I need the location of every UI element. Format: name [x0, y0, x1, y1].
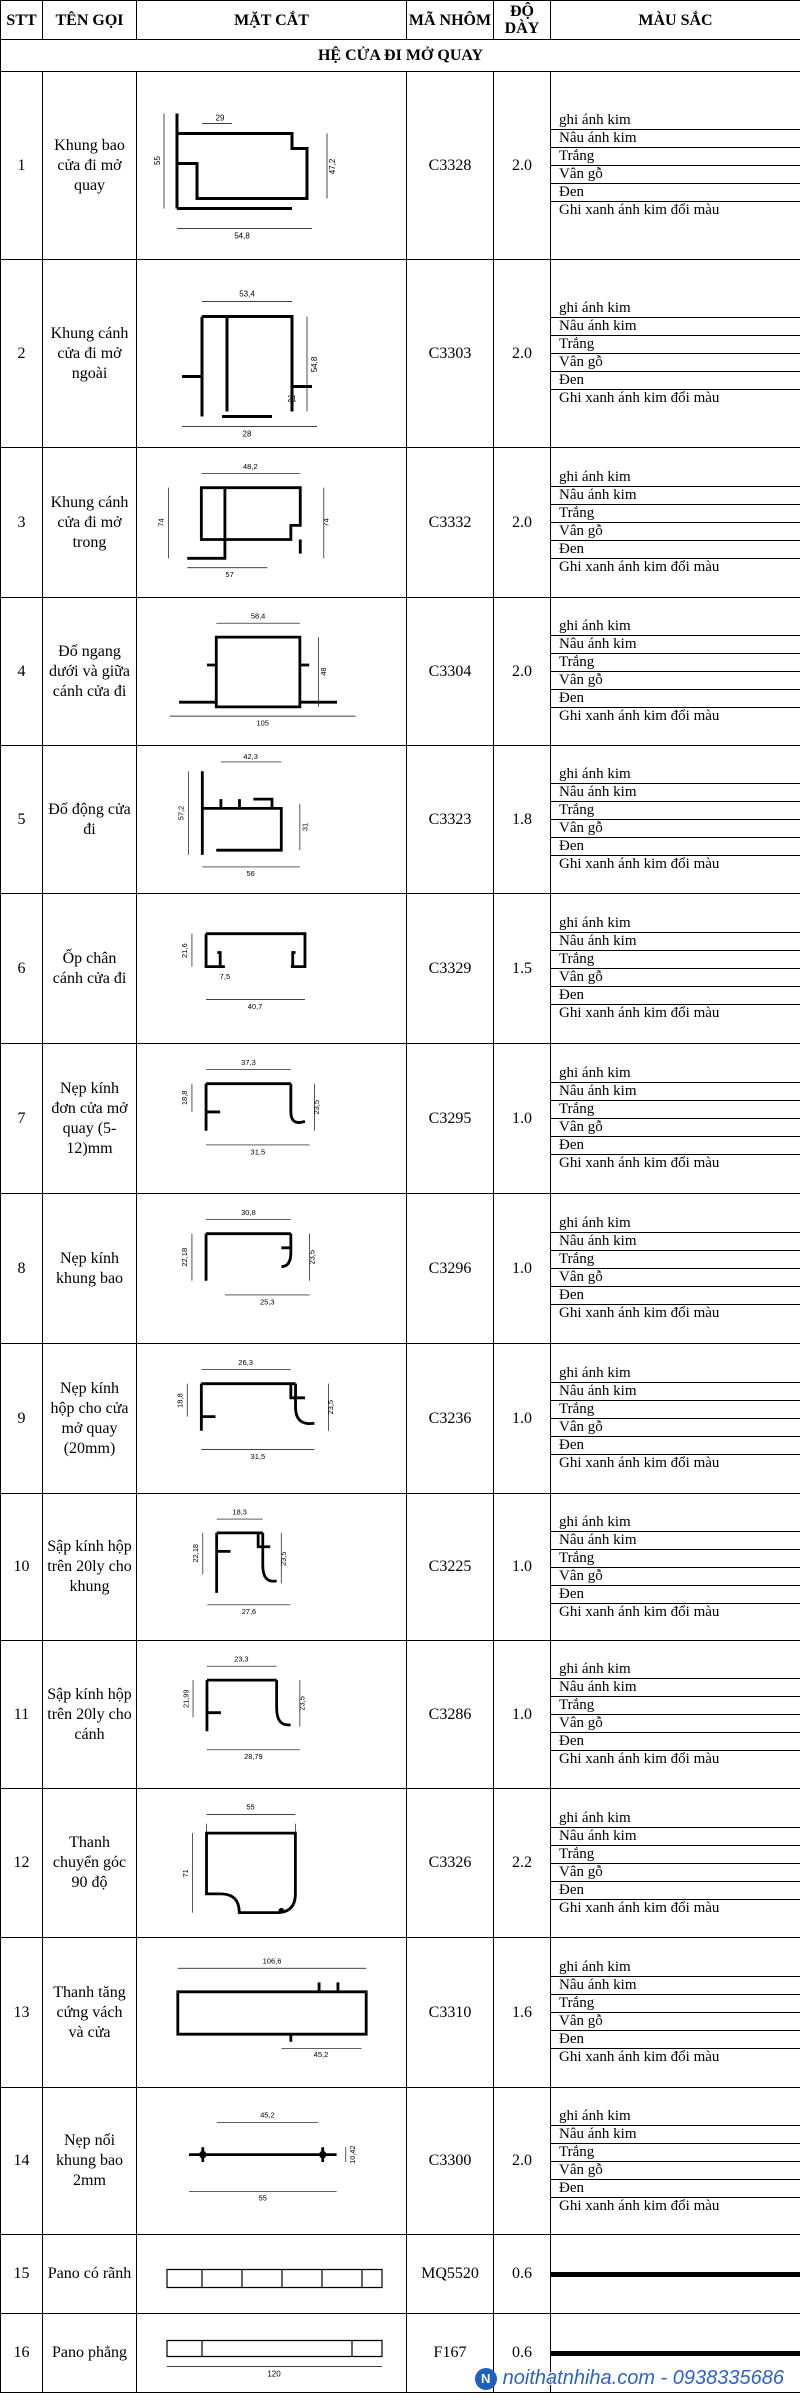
thickness-value: 1.0: [494, 1344, 551, 1494]
profile-row: [1, 1494, 800, 1641]
color-list-cell: [551, 1194, 800, 1344]
dimension-label: 47,2: [327, 158, 337, 174]
color-option: Đen: [551, 690, 800, 708]
color-option: Vân gỗ: [551, 820, 800, 838]
profile-row: [1, 746, 800, 894]
profile-row: [1, 598, 800, 746]
row-number: 1: [1, 72, 43, 260]
profile-row: [1, 2235, 800, 2314]
color-option: Đen: [551, 372, 800, 390]
cross-section-drawing: [137, 1789, 407, 1938]
dimension-label: 54,8: [233, 231, 250, 240]
color-list-cell: [551, 72, 800, 260]
color-option: ghi ánh kim: [551, 1810, 800, 1828]
color-option: ghi ánh kim: [551, 766, 800, 784]
cross-section-drawing: [137, 448, 407, 598]
thickness-value: 1.0: [494, 1641, 551, 1789]
color-list-cell: [551, 2088, 800, 2235]
aluminum-code: C3295: [407, 1044, 494, 1194]
header-section: MẶT CẮT: [137, 1, 407, 40]
aluminum-code: C3236: [407, 1344, 494, 1494]
color-option: Vân gỗ: [551, 166, 800, 184]
profile-name: Nẹp kính hộp cho cửa mở quay (20mm): [43, 1344, 137, 1494]
aluminum-code: C3225: [407, 1494, 494, 1641]
profile-name: Nẹp nối khung bao 2mm: [43, 2088, 137, 2235]
aluminum-code: C3286: [407, 1641, 494, 1789]
color-list-cell: [551, 598, 800, 746]
color-option: Trắng: [551, 1995, 800, 2013]
color-option: Vân gỗ: [551, 969, 800, 987]
color-option: Nâu ánh kim: [551, 2126, 800, 2144]
row-number: 5: [1, 746, 43, 894]
cross-section-drawing: [137, 72, 407, 260]
color-list: [551, 1661, 800, 1768]
color-option: Trắng: [551, 1846, 800, 1864]
cross-section-drawing: [137, 894, 407, 1044]
color-option: Trắng: [551, 951, 800, 969]
color-list: [551, 1215, 800, 1322]
color-list: [551, 618, 800, 725]
color-list: [551, 2108, 800, 2215]
color-option: Vân gỗ: [551, 2162, 800, 2180]
color-option: Nâu ánh kim: [551, 130, 800, 148]
thickness-value: 2.0: [494, 2088, 551, 2235]
profile-diagram: [142, 262, 402, 446]
profile-diagram: [142, 600, 402, 744]
color-list: [551, 300, 800, 407]
color-option: Nâu ánh kim: [551, 784, 800, 802]
color-list: [551, 2351, 800, 2356]
profile-name: Đố động cửa đi: [43, 746, 137, 894]
cross-section-drawing: [137, 1494, 407, 1641]
color-option: Đen: [551, 184, 800, 202]
color-option: Đen: [551, 2180, 800, 2198]
color-option: Trắng: [551, 148, 800, 166]
dimension-label: 28,79: [243, 1751, 263, 1761]
dimension-label: 23,5: [311, 1099, 321, 1115]
thickness-value: 1.0: [494, 1494, 551, 1641]
color-option: Vân gỗ: [551, 1568, 800, 1586]
color-list: [551, 1959, 800, 2066]
cross-section-drawing: [137, 1641, 407, 1789]
profile-name: Thanh chuyển góc 90 độ: [43, 1789, 137, 1938]
thickness-value: 1.5: [494, 894, 551, 1044]
dimension-label: 25,3: [259, 1296, 275, 1306]
dimension-label: 27,6: [241, 1606, 256, 1616]
color-option: Trắng: [551, 802, 800, 820]
cross-section-drawing: [137, 2088, 407, 2235]
color-option: Nâu ánh kim: [551, 1679, 800, 1697]
row-number: 2: [1, 260, 43, 448]
watermark-text: noithatnhiha.com - 0938335686: [502, 2367, 784, 2389]
color-option: ghi ánh kim: [551, 300, 800, 318]
thickness-value: 2.0: [494, 448, 551, 598]
color-option: ghi ánh kim: [551, 469, 800, 487]
header-thickness: ĐỘ DÀY: [494, 1, 551, 40]
dimension-label: 31: [299, 822, 309, 831]
color-list-cell: [551, 1641, 800, 1789]
dimension-label: 42,3: [242, 751, 258, 761]
thickness-value: 0.6: [494, 2235, 551, 2314]
profile-diagram: [142, 74, 402, 258]
header-colors: MÀU SẮC: [551, 1, 800, 40]
color-option: Nâu ánh kim: [551, 636, 800, 654]
aluminum-code: F167: [407, 2314, 494, 2393]
profile-row: [1, 260, 800, 448]
cross-section-drawing: [137, 598, 407, 746]
color-option: ghi ánh kim: [551, 618, 800, 636]
dimension-label: 31,5: [250, 1451, 265, 1461]
color-list: [551, 1810, 800, 1917]
thickness-value: 1.8: [494, 746, 551, 894]
dimension-label: 10,42: [347, 2144, 357, 2164]
profile-name: Khung bao cửa đi mở quay: [43, 72, 137, 260]
profile-name: Ốp chân cánh cửa đi: [43, 894, 137, 1044]
color-option: Đen: [551, 1287, 800, 1305]
thickness-value: 0.6: [494, 2314, 551, 2393]
profile-row: [1, 1194, 800, 1344]
aluminum-code: C3296: [407, 1194, 494, 1344]
color-list: [551, 112, 800, 219]
thickness-value: 2.0: [494, 260, 551, 448]
color-list: [551, 915, 800, 1022]
color-option: Đen: [551, 838, 800, 856]
dimension-label: 7,5: [219, 971, 230, 981]
dimension-label: 57: [224, 569, 234, 579]
color-option: Nâu ánh kim: [551, 1977, 800, 1995]
header-name: TÊN GỌI: [43, 1, 137, 40]
color-option: Trắng: [551, 1101, 800, 1119]
color-list: [551, 1365, 800, 1472]
dimension-label: 56: [245, 868, 255, 878]
cross-section-drawing: [137, 2235, 407, 2314]
color-option: Nâu ánh kim: [551, 1233, 800, 1251]
color-option: Trắng: [551, 1401, 800, 1419]
profile-diagram: [142, 1791, 402, 1936]
row-number: 8: [1, 1194, 43, 1344]
profile-row: [1, 1344, 800, 1494]
color-option: ghi ánh kim: [551, 1661, 800, 1679]
cross-section-drawing: [137, 2314, 407, 2393]
profile-name: Nẹp kính đơn cửa mở quay (5-12)mm: [43, 1044, 137, 1194]
dimension-label: 58,4: [250, 611, 265, 621]
header-row: [1, 1, 800, 40]
color-list-cell: [551, 1044, 800, 1194]
dimension-label: 22,18: [190, 1543, 200, 1562]
aluminum-code: C3328: [407, 72, 494, 260]
aluminum-code: C3300: [407, 2088, 494, 2235]
dimension-label: 23,5: [278, 1551, 288, 1566]
header-code: MÃ NHÔM: [407, 1, 494, 40]
color-option: Ghi xanh ánh kim đổi màu: [559, 2197, 720, 2214]
color-list-cell: [551, 1789, 800, 1938]
row-number: 11: [1, 1641, 43, 1789]
color-option: Nâu ánh kim: [551, 1828, 800, 1846]
color-option: Ghi xanh ánh kim đổi màu: [559, 390, 720, 406]
color-option: ghi ánh kim: [551, 1215, 800, 1233]
color-option: [551, 2355, 800, 2356]
profile-diagram: [142, 2237, 402, 2312]
color-option: ghi ánh kim: [551, 1959, 800, 1977]
color-option: Vân gỗ: [551, 1419, 800, 1437]
profile-diagram: [142, 1940, 402, 2086]
color-option: Trắng: [551, 505, 800, 523]
color-option: Ghi xanh ánh kim đổi màu: [559, 1155, 720, 1171]
color-option: Vân gỗ: [551, 354, 800, 372]
dimension-label: 74: [321, 517, 331, 527]
header-stt: STT: [1, 1, 43, 40]
thickness-value: 1.6: [494, 1938, 551, 2088]
color-option: Trắng: [551, 1251, 800, 1269]
color-option: Ghi xanh ánh kim đổi màu: [559, 1455, 720, 1471]
color-option: Đen: [551, 1137, 800, 1155]
dimension-label: 45,2: [259, 2110, 275, 2120]
profile-row: [1, 72, 800, 260]
row-number: 6: [1, 894, 43, 1044]
aluminum-code: C3323: [407, 746, 494, 894]
color-option: Đen: [551, 2031, 800, 2049]
cross-section-drawing: [137, 1044, 407, 1194]
profile-row: [1, 448, 800, 598]
row-number: 14: [1, 2088, 43, 2235]
dimension-label: 21,99: [180, 1688, 190, 1708]
color-list: [551, 1514, 800, 1621]
color-option: Vân gỗ: [551, 1715, 800, 1733]
profile-name: Khung cánh cửa đi mở ngoài: [43, 260, 137, 448]
row-number: 13: [1, 1938, 43, 2088]
dimension-label: 55: [245, 1802, 255, 1812]
color-option: Ghi xanh ánh kim đổi màu: [559, 708, 720, 724]
profile-diagram: [142, 1046, 402, 1192]
dimension-label: 18,3: [232, 1506, 247, 1516]
dimension-label: 53,4: [238, 289, 255, 298]
profile-row: [1, 894, 800, 1044]
dimension-label: 21,6: [179, 942, 189, 958]
profile-diagram: [142, 2090, 402, 2233]
color-option: ghi ánh kim: [551, 112, 800, 130]
color-option: Nâu ánh kim: [551, 318, 800, 336]
color-option: Vân gỗ: [551, 2013, 800, 2031]
color-option: Đen: [551, 987, 800, 1005]
profile-diagram: [142, 2316, 402, 2391]
row-number: 12: [1, 1789, 43, 1938]
dimension-label: 120: [266, 2369, 281, 2378]
color-option: Ghi xanh ánh kim đổi màu: [559, 1305, 720, 1321]
logo-icon: N: [475, 2368, 497, 2390]
profile-name: Sập kính hộp trên 20ly cho cánh: [43, 1641, 137, 1789]
thickness-value: 1.0: [494, 1194, 551, 1344]
profile-diagram: [142, 450, 402, 596]
color-option: Ghi xanh ánh kim đổi màu: [559, 1005, 720, 1021]
thickness-value: 1.0: [494, 1044, 551, 1194]
color-option: ghi ánh kim: [551, 915, 800, 933]
color-option: Trắng: [551, 2144, 800, 2162]
profile-name: Khung cánh cửa đi mở trong: [43, 448, 137, 598]
profile-diagram: [142, 896, 402, 1042]
color-list-cell: [551, 894, 800, 1044]
cross-section-drawing: [137, 1194, 407, 1344]
color-option: Nâu ánh kim: [551, 1083, 800, 1101]
color-option: Đen: [551, 1586, 800, 1604]
dimension-label: 71: [180, 1868, 190, 1877]
dimension-label: 23,3: [233, 1654, 249, 1664]
color-option: ghi ánh kim: [551, 2108, 800, 2126]
color-option: Ghi xanh ánh kim đổi màu: [559, 202, 720, 218]
profile-diagram: [142, 1643, 402, 1787]
section-row: [1, 40, 800, 72]
dimension-label: 29: [215, 113, 224, 122]
color-list-cell: [551, 260, 800, 448]
dimension-label: 23,5: [306, 1249, 316, 1265]
thickness-value: 2.0: [494, 598, 551, 746]
profile-row: [1, 1044, 800, 1194]
dimension-label: 22,18: [179, 1247, 189, 1267]
color-list-cell: [551, 448, 800, 598]
dimension-label: 74: [156, 517, 166, 527]
dimension-label: 105: [256, 717, 269, 727]
profile-diagram: [142, 1346, 402, 1492]
color-list: [551, 1065, 800, 1172]
color-list-cell: [551, 1344, 800, 1494]
profile-diagram: [142, 748, 402, 892]
watermark: [475, 2367, 784, 2390]
cross-section-drawing: [137, 746, 407, 894]
color-list-cell: [551, 746, 800, 894]
dimension-label: 26,3: [237, 1357, 253, 1367]
color-option: Nâu ánh kim: [551, 1532, 800, 1550]
dimension-label: 55: [152, 155, 162, 165]
color-option: ghi ánh kim: [551, 1065, 800, 1083]
color-option: Trắng: [551, 654, 800, 672]
dimension-label: 31,5: [250, 1146, 265, 1156]
row-number: 16: [1, 2314, 43, 2393]
color-option: Trắng: [551, 336, 800, 354]
dimension-label: 48,2: [242, 461, 258, 471]
dimension-label: 23,5: [325, 1399, 335, 1415]
dimension-label: 18,8: [175, 1392, 185, 1408]
dimension-label: 23,5: [297, 1695, 307, 1711]
color-option: Trắng: [551, 1697, 800, 1715]
dimension-label: 106,6: [262, 1956, 281, 1966]
profile-name: Sập kính hộp trên 20ly cho khung: [43, 1494, 137, 1641]
row-number: 7: [1, 1044, 43, 1194]
color-option: Ghi xanh ánh kim đổi màu: [559, 559, 720, 575]
color-option: Nâu ánh kim: [551, 487, 800, 505]
color-option: ghi ánh kim: [551, 1514, 800, 1532]
color-option: ghi ánh kim: [551, 1365, 800, 1383]
profile-name: Pano có rãnh: [43, 2235, 137, 2314]
color-list: [551, 766, 800, 873]
dimension-label: 37,3: [240, 1057, 256, 1067]
row-number: 4: [1, 598, 43, 746]
profile-diagram: [142, 1196, 402, 1342]
color-option: Ghi xanh ánh kim đổi màu: [559, 856, 720, 872]
dimension-label: 55: [258, 2193, 267, 2203]
profile-diagram: [142, 1496, 402, 1639]
color-list-cell: [551, 2235, 800, 2314]
dimension-label: 45,2: [313, 2049, 328, 2059]
dimension-label: 18,8: [179, 1089, 189, 1105]
aluminum-code: C3310: [407, 1938, 494, 2088]
color-option: Đen: [551, 1437, 800, 1455]
color-option: [551, 2276, 800, 2277]
dimension-label: 21: [287, 394, 296, 403]
color-option: Đen: [551, 1733, 800, 1751]
color-list: [551, 469, 800, 576]
aluminum-code: C3332: [407, 448, 494, 598]
aluminum-code: C3304: [407, 598, 494, 746]
profile-row: [1, 2088, 800, 2235]
profile-name: Pano phẳng: [43, 2314, 137, 2393]
cross-section-drawing: [137, 1938, 407, 2088]
profile-row: [1, 1641, 800, 1789]
aluminum-code: MQ5520: [407, 2235, 494, 2314]
dimension-label: 54,8: [309, 356, 319, 372]
color-option: Ghi xanh ánh kim đổi màu: [559, 1603, 720, 1620]
color-option: Ghi xanh ánh kim đổi màu: [559, 1751, 720, 1767]
color-option: Đen: [551, 1882, 800, 1900]
dimension-label: 30,8: [240, 1207, 256, 1217]
profile-row: [1, 1938, 800, 2088]
dimension-label: 48: [318, 666, 328, 676]
color-option: Vân gỗ: [551, 1269, 800, 1287]
color-list-cell: [551, 1494, 800, 1641]
color-option: Vân gỗ: [551, 672, 800, 690]
dimension-label: 57,2: [176, 805, 186, 820]
color-option: Đen: [551, 541, 800, 559]
row-number: 3: [1, 448, 43, 598]
aluminum-code: C3329: [407, 894, 494, 1044]
color-list: [551, 2272, 800, 2277]
cross-section-drawing: [137, 260, 407, 448]
dimension-label: 28: [242, 429, 251, 438]
dimension-label: 40,7: [247, 1001, 262, 1011]
thickness-value: 2.2: [494, 1789, 551, 1938]
row-number: 10: [1, 1494, 43, 1641]
row-number: 9: [1, 1344, 43, 1494]
color-option: Vân gỗ: [551, 1864, 800, 1882]
cross-section-drawing: [137, 1344, 407, 1494]
color-option: Vân gỗ: [551, 1119, 800, 1137]
color-option: Nâu ánh kim: [551, 1383, 800, 1401]
thickness-value: 2.0: [494, 72, 551, 260]
color-option: Ghi xanh ánh kim đổi màu: [559, 1899, 720, 1916]
color-option: Vân gỗ: [551, 523, 800, 541]
aluminum-code: C3303: [407, 260, 494, 448]
profile-name: Đố ngang dưới và giữa cánh cửa đi: [43, 598, 137, 746]
aluminum-code: C3326: [407, 1789, 494, 1938]
row-number: 15: [1, 2235, 43, 2314]
color-option: Ghi xanh ánh kim đổi màu: [559, 2049, 720, 2065]
color-option: Trắng: [551, 1550, 800, 1568]
section-title: HỆ CỬA ĐI MỞ QUAY: [1, 40, 800, 72]
color-option: Nâu ánh kim: [551, 933, 800, 951]
profile-name: Nẹp kính khung bao: [43, 1194, 137, 1344]
profile-row: [1, 1789, 800, 1938]
profile-name: Thanh tăng cứng vách và cửa: [43, 1938, 137, 2088]
color-list-cell: [551, 1938, 800, 2088]
